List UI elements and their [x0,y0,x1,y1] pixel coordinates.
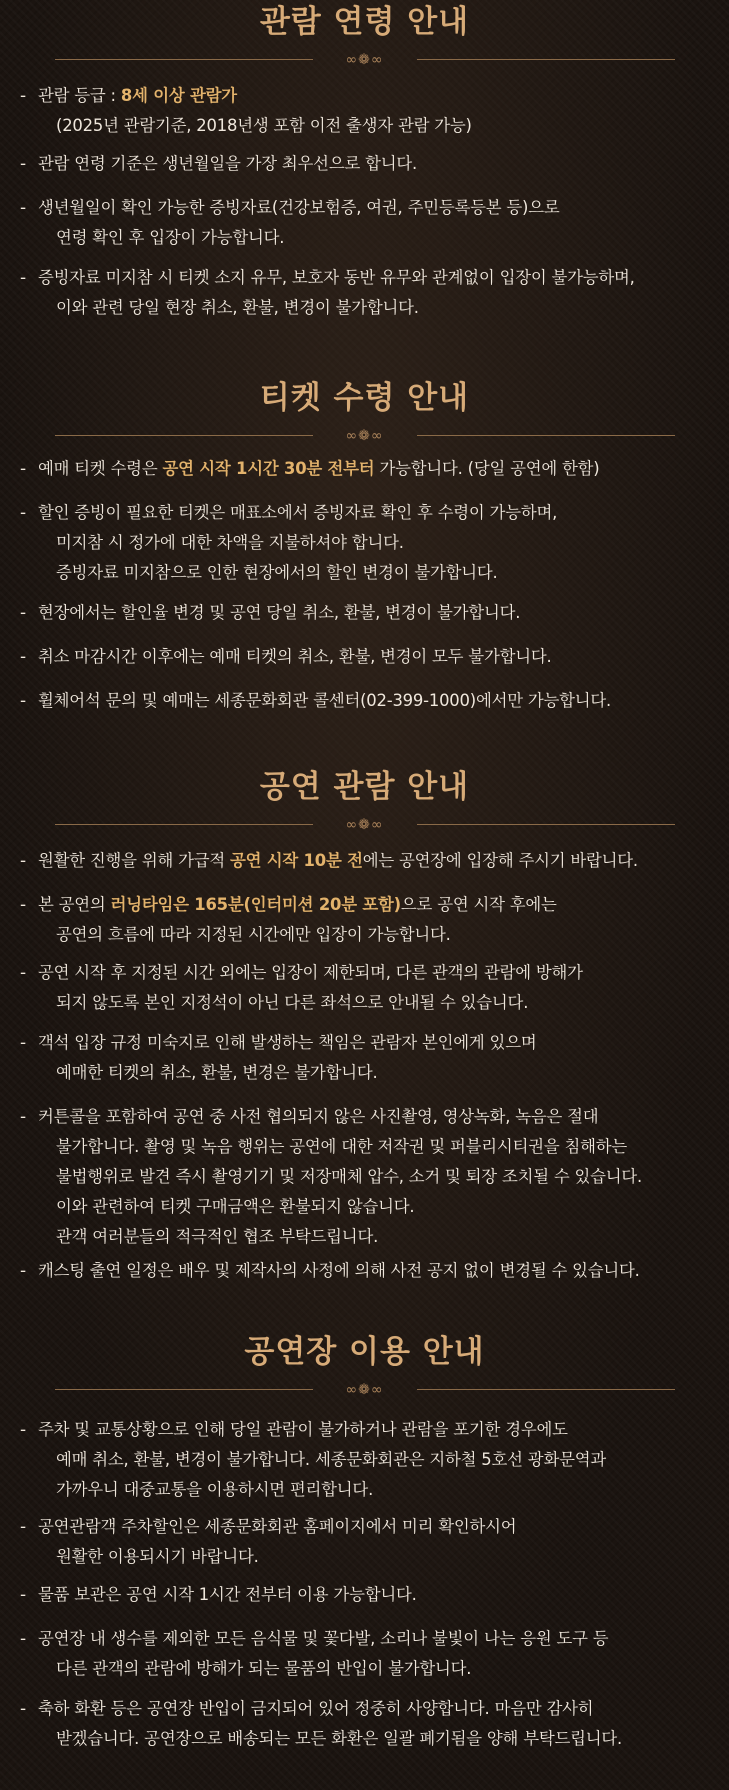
bullet-dash: - [20,963,27,983]
list-item [20,263,723,323]
divider-line-right [417,1389,675,1390]
body-text: 캐스팅 출연 일정은 배우 및 제작사의 사정에 의해 사전 공지 없이 변경될 수 있습니다. [38,1261,640,1280]
body-text: 관람 등급 : [38,86,121,105]
item-line [38,1512,723,1542]
list-item [20,890,723,950]
body-text: 불가합니다. 촬영 및 녹음 행위는 공연에 대한 저작권 및 퍼블리시티권을 침해하는 [56,1137,628,1156]
list-item [20,1580,723,1610]
item-line [38,1542,723,1572]
list-item [20,1624,723,1684]
list-item [20,193,723,253]
item-line [38,1445,723,1475]
body-text: 공연관람객 주차할인은 세종문화회관 홈페이지에서 미리 확인하시어 [38,1517,517,1536]
item-line [38,223,723,253]
list-item [20,1512,723,1572]
bullet-dash: - [20,1033,27,1053]
item-line [38,149,723,179]
section-ticket-pickup [0,378,729,711]
ornament-divider [55,1381,675,1399]
item-line [38,1475,723,1505]
body-text: 가까우니 대중교통을 이용하시면 편리합니다. [56,1480,374,1499]
bullet-dash: - [20,647,27,667]
item-line [38,920,723,950]
item-line [38,293,723,323]
list-item [20,498,723,588]
body-text: 관객 여러분들의 적극적인 협조 부탁드립니다. [56,1227,379,1246]
body-text: 객석 입장 규정 미숙지로 인해 발생하는 책임은 관람자 본인에게 있으며 [38,1033,537,1052]
item-line [38,1624,723,1654]
item-line [38,1724,723,1754]
body-text: 증빙자료 미지참 시 티켓 소지 유무, 보호자 동반 유무와 관계없이 입장이 불가능하며, [38,268,635,287]
body-text: 불법행위로 발견 즉시 촬영기기 및 저장매체 압수, 소거 및 퇴장 조치될 수 있습니다. [56,1167,643,1186]
divider-line-right [417,59,675,60]
item-line [38,686,723,716]
highlight-text: 8세 이상 관람가 [120,86,237,105]
body-text: 본 공연의 [38,895,111,914]
section-title: 관람 연령 안내 [259,4,470,40]
body-text: 받겠습니다. 공연장으로 배송되는 모든 화환은 일괄 폐기됨을 양해 부탁드립니다. [56,1729,622,1748]
bullet-dash: - [20,154,27,174]
body-text: 예매 티켓 수령은 [38,459,163,478]
body-text: 되지 않도록 본인 지정석이 아닌 다른 좌석으로 안내될 수 있습니다. [56,993,529,1012]
body-text: 으로 공연 시작 후에는 [400,895,557,914]
item-line [38,1162,723,1192]
flower-ornament-icon: ∞❁∞ [345,1382,384,1398]
item-line [38,846,723,876]
bullet-dash: - [20,1261,27,1281]
body-text: 공연장 내 생수를 제외한 모든 음식물 및 꽃다발, 소리나 불빛이 나는 응원 도구 등 [38,1629,609,1648]
item-line [38,642,723,672]
divider-line-left [55,435,313,436]
divider-line-left [55,824,313,825]
item-line [38,558,723,588]
item-line [38,263,723,293]
ornament-divider [55,51,675,69]
body-text: 가능합니다. (당일 공연에 한함) [374,459,600,478]
body-text: 증빙자료 미지참으로 인한 현장에서의 할인 변경이 불가합니다. [56,563,498,582]
item-line [38,1654,723,1684]
list-item [20,958,723,1018]
bullet-dash: - [20,198,27,218]
list-item [20,1415,723,1505]
highlight-text: 러닝타임은 165분(인터미션 20분 포함) [110,895,401,914]
item-line [38,1580,723,1610]
divider-line-left [55,1389,313,1390]
body-text: 물품 보관은 공연 시작 1시간 전부터 이용 가능합니다. [38,1585,417,1604]
divider-line-right [417,435,675,436]
item-line [38,988,723,1018]
list-item [20,1256,723,1286]
divider-line-left [55,59,313,60]
list-item [20,1694,723,1754]
body-text: 현장에서는 할인율 변경 및 공연 당일 취소, 환불, 변경이 불가합니다. [38,603,521,622]
body-text: 에는 공연장에 입장해 주시기 바랍니다. [362,851,638,870]
bullet-dash: - [20,1629,27,1649]
section-title: 공연장 이용 안내 [244,1334,485,1370]
item-line [38,454,723,484]
item-line [38,193,723,223]
item-line [38,81,723,111]
body-text: 공연의 흐름에 따라 지정된 시간에만 입장이 가능합니다. [56,925,451,944]
body-text: 이와 관련 당일 현장 취소, 환불, 변경이 불가합니다. [56,298,419,317]
section-title: 티켓 수령 안내 [259,380,470,416]
divider-line-right [417,824,675,825]
highlight-text: 공연 시작 1시간 30분 전부터 [162,459,375,478]
list-item [20,642,723,672]
item-line [38,1256,723,1286]
body-text: 예매한 티켓의 취소, 환불, 변경은 불가합니다. [56,1063,378,1082]
item-line [38,890,723,920]
list-item [20,454,723,484]
bullet-dash: - [20,851,27,871]
list-item [20,149,723,179]
bullet-dash: - [20,86,27,106]
body-text: 원활한 이용되시기 바랍니다. [56,1547,259,1566]
item-line [38,1415,723,1445]
item-line [38,1694,723,1724]
bullet-dash: - [20,1585,27,1605]
ornament-divider [55,816,675,834]
item-line [38,1102,723,1132]
list-item [20,686,723,716]
body-text: 원활한 진행을 위해 가급적 [38,851,231,870]
body-text: 예매 취소, 환불, 변경이 불가합니다. 세종문화회관은 지하철 5호선 광화문역과 [56,1450,606,1469]
list-item [20,1102,723,1252]
body-text: 다른 관객의 관람에 방해가 되는 물품의 반입이 불가합니다. [56,1659,472,1678]
body-text: 축하 화환 등은 공연장 반입이 금지되어 있어 정중히 사양합니다. 마음만 감사히 [38,1699,594,1718]
section-title: 공연 관람 안내 [259,769,470,805]
bullet-dash: - [20,503,27,523]
item-line [38,1028,723,1058]
body-text: 이와 관련하여 티켓 구매금액은 환불되지 않습니다. [56,1197,415,1216]
bullet-dash: - [20,1107,27,1127]
list-item [20,1028,723,1088]
item-line [38,1222,723,1252]
item-line [38,1058,723,1088]
flower-ornament-icon: ∞❁∞ [345,817,384,833]
section-venue-guide [0,1332,729,1748]
bullet-dash: - [20,459,27,479]
bullet-dash: - [20,1420,27,1440]
list-item [20,846,723,876]
bullet-dash: - [20,895,27,915]
body-text: 취소 마감시간 이후에는 예매 티켓의 취소, 환불, 변경이 모두 불가합니다. [38,647,552,666]
bullet-dash: - [20,1699,27,1719]
body-text: 주차 및 교통상황으로 인해 당일 관람이 불가하거나 관람을 포기한 경우에도 [38,1420,568,1439]
body-text: 커튼콜을 포함하여 공연 중 사전 협의되지 않은 사진촬영, 영상녹화, 녹음은 절대 [38,1107,599,1126]
item-line [38,498,723,528]
list-item [20,598,723,628]
bullet-dash: - [20,603,27,623]
body-text: 생년월일이 확인 가능한 증빙자료(건강보험증, 여권, 주민등록등본 등)으로 [38,198,560,217]
highlight-text: 공연 시작 10분 전 [230,851,363,870]
section-age-guide [0,2,729,317]
body-text: 휠체어석 문의 및 예매는 세종문화회관 콜센터(02-399-1000)에서만 가능합니다. [38,691,612,710]
body-text: (2025년 관람기준, 2018년생 포함 이전 출생자 관람 가능) [56,116,472,135]
body-text: 연령 확인 후 입장이 가능합니다. [56,228,285,247]
item-line [38,528,723,558]
item-line [38,958,723,988]
item-line [38,598,723,628]
bullet-dash: - [20,691,27,711]
body-text: 할인 증빙이 필요한 티켓은 매표소에서 증빙자료 확인 후 수령이 가능하며, [38,503,558,522]
item-line [38,1192,723,1222]
item-line [38,111,723,141]
body-text: 관람 연령 기준은 생년월일을 가장 최우선으로 합니다. [38,154,418,173]
list-item [20,81,723,141]
body-text: 공연 시작 후 지정된 시간 외에는 입장이 제한되며, 다른 관객의 관람에 방해가 [38,963,583,982]
flower-ornament-icon: ∞❁∞ [345,52,384,68]
bullet-dash: - [20,268,27,288]
flower-ornament-icon: ∞❁∞ [345,428,384,444]
body-text: 미지참 시 정가에 대한 차액을 지불하셔야 합니다. [56,533,404,552]
ornament-divider [55,427,675,445]
item-line [38,1132,723,1162]
section-viewing-guide [0,767,729,1281]
bullet-dash: - [20,1517,27,1537]
